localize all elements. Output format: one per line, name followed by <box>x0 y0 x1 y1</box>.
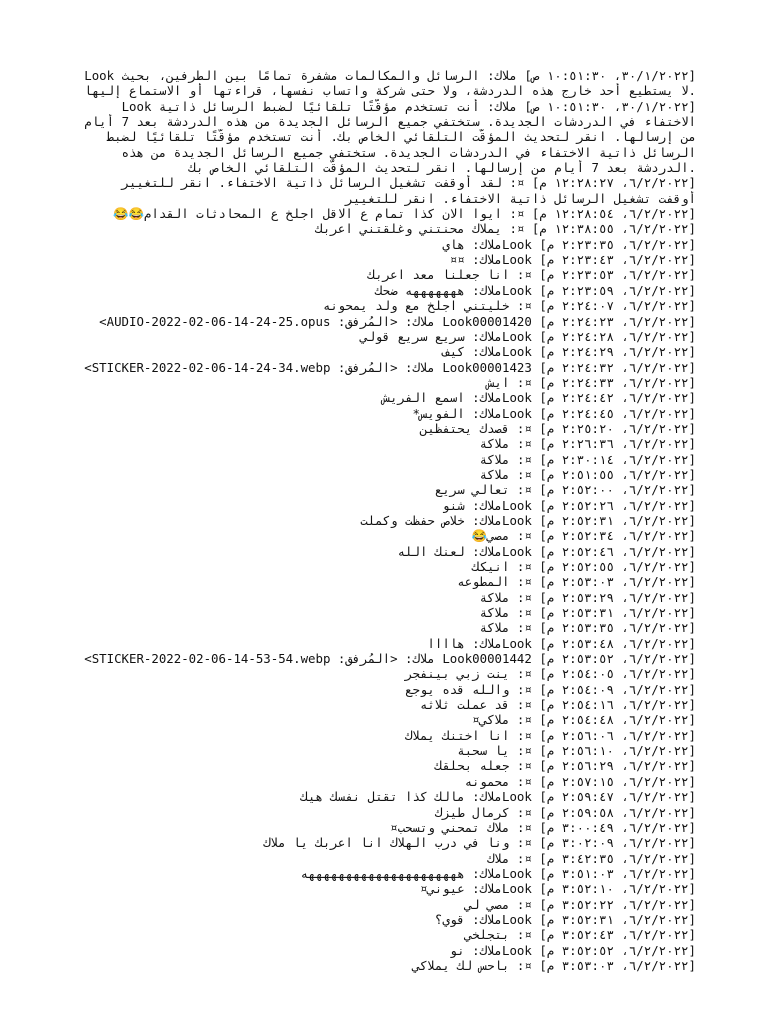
chat-line: [٦/٢/٢٠٢٢، ٢:٥٦:٠٦ م] ¤: انا اختنك يملاك <box>405 727 696 743</box>
chat-line: [٦/٢/٢٠٢٢، ٢:٢٤:٣٢ م] Look00001423 ملاك: <المُرفق: STICKER-2022-02-06-14-24-34.webp> <box>84 359 696 375</box>
chat-line: [٦/٢/٢٠٢٢، ٢:٥٤:٤٨ م] ¤: ملاكي¤ <box>472 712 696 728</box>
chat-line: [٦/٢/٢٠٢٢، ٢:٥٢:٤٦ م] Lookملاك: لعنك الله <box>397 543 696 559</box>
chat-line: [٦/٢/٢٠٢٢، ٢:٥٤:٠٥ م] ¤: ينت زبي بينفجر <box>405 666 696 682</box>
chat-line: [٦/٢/٢٠٢٢، ٣:٥٢:٤٣ م] ¤: بتجلخي <box>464 927 696 943</box>
chat-line: [٦/٢/٢٠٢٢، ٢:٣٠:١٤ م] ¤: ملاكة <box>479 451 696 467</box>
chat-line: [٦/٢/٢٠٢٢، ٢:٢٣:٣٥ م] Lookملاك: هاي <box>442 236 696 252</box>
chat-line: [٦/٢/٢٠٢٢، ٢:٥٣:٣١ م] ¤: ملاكة <box>479 605 696 621</box>
chat-line: [٦/٢/٢٠٢٢، ٢:٢٤:٤٥ م] Lookملاك: الفويس* <box>412 405 696 421</box>
chat-line: [٦/٢/٢٠٢٢، ٢:٥٢:٣١ م] Lookملاك: خلاص حفظت وكملت <box>360 512 696 528</box>
chat-line: [٦/٢/٢٠٢٢، ٢:٥٣:٠٣ م] ¤: المطوعه <box>457 574 696 590</box>
chat-line: [٦/٢/٢٠٢٢، ٢:٢٤:٢٨ م] Lookملاك: سريع سريع قولي <box>360 328 696 344</box>
chat-line: [٦/٢/٢٠٢٢، ٢:٢٣:٥٣ م] ¤: انا جعلنا معد اعربك <box>367 267 696 283</box>
chat-line: [٦/٢/٢٠٢٢، ٢:٢٥:٢٠ م] ¤: قصدك يحتفظين <box>419 420 696 436</box>
chat-line: [٦/٢/٢٠٢٢، ٢:٢٣:٥٩ م] Lookملاك: هههههههه ضحك <box>375 282 696 298</box>
chat-line: [٦/٢/٢٠٢٢، ٢:٥١:٥٥ م] ¤: ملاكة <box>479 466 696 482</box>
chat-line: [٦/٢/٢٠٢٢، ٢:٥٢:٥٥ م] ¤: انيكك <box>472 559 696 574</box>
chat-line: [٦/٢/٢٠٢٢، ٢:٥٣:٢٩ م] ¤: ملاكة <box>479 589 696 605</box>
chat-line: [٣٠/١/٢٠٢٢، ١٠:٥١:٣٠ ص] ملاك: الرسائل والمكالمات مشفرة تمامًا بين الطرفين، بحيث Look <box>84 68 696 83</box>
chat-line: [٦/٢/٢٠٢٢، ٢:٥٤:٠٩ م] ¤: والله قده يوجع <box>405 681 696 697</box>
chat-line: [٦/٢/٢٠٢٢، ٢:٢٤:٣٣ م] ¤: ايش <box>487 374 696 390</box>
chat-line: الرسائل ذاتية الاختفاء في الدردشات الجديدة. ستختفي جميع الرسائل الجديدة من هذه <box>121 144 696 160</box>
chat-line: [٦/٢/٢٠٢٢، ٣:٥١:٠٣ م] Lookملاك: هههههههههههههههههههههه <box>300 865 696 881</box>
chat-line: [٦/٢/٢٠٢٢، ٣:٥٢:٣١ م] Lookملاك: قوي؟ <box>434 911 696 927</box>
chat-line: من إرسالها. انقر لتحديث المؤقّت التلقائي الخاص بك. أنت تستخدم مؤقّتًا تلقائيًا لضبط <box>106 129 696 145</box>
chat-line: [٦/٢/٢٠٢٢، ٣:٠٢:٠٩ م] ¤: ونا في درب الهلاك انا اعربك يا ملاك <box>263 835 696 851</box>
chat-line: [٦/٢/٢٠٢٢، ٣:٥٢:٥٢ م] Lookملاك: نو <box>449 942 696 958</box>
chat-line: [٦/٢/٢٠٢٢، ٢:٥٢:٢٦ م] Lookملاك: شنو <box>442 497 696 513</box>
chat-line: [٦/٢/٢٠٢٢، ٢:٥٣:٥٢ م] Look00001442 ملاك: <المُرفق: STICKER-2022-02-06-14-53-54.webp> <box>84 651 696 667</box>
chat-line: [٦/٢/٢٠٢٢، ٢:٢٤:٤٢ م] Lookملاك: اسمع الفريش <box>382 390 696 406</box>
chat-line: [٦/٢/٢٠٢٢، ٢:٢٤:٠٧ م] ¤: خليتني اجلخ مع ولد يمحونه <box>322 298 696 314</box>
chat-line: [٦/٢/٢٠٢٢، ١٢:٢٨:٥٤ م] ¤: ايوا الان كذا تمام ع الاقل اجلخ ع المحادثات القدام😂😂 <box>113 206 696 222</box>
chat-line: [٦/٢/٢٠٢٢، ٢:٥٦:٢٩ م] ¤: جعله بحلقك <box>434 758 696 774</box>
chat-line: [٦/٢/٢٠٢٢، ٢:٢٤:٢٣ م] Look00001420 ملاك: <المُرفق: AUDIO-2022-02-06-14-24-25.opus> <box>99 313 696 329</box>
chat-line: [٦/٢/٢٠٢٢، ٢:٥٧:١٥ م] ¤: محمونه <box>464 773 696 789</box>
chat-line: [٦/٢/٢٠٢٢، ٣:٥٣:٠٣ م] ¤: باحس لك يملاكي <box>412 957 696 973</box>
chat-line: [٦/٢/٢٠٢٢، ٢:٥٣:٣٥ م] ¤: ملاكة <box>479 620 696 636</box>
chat-log <box>72 68 696 973</box>
chat-line: [٦/٢/٢٠٢٢، ٢:٥٣:٤٨ م] Lookملاك: هاااا <box>427 635 696 651</box>
chat-line: [٦/٢/٢٠٢٢، ٣:٠٠:٤٩ م] ¤: ملاك تمحني وتسحب¤ <box>390 819 696 835</box>
chat-line: [٦/٢/٢٠٢٢، ٢:٥٩:٤٧ م] Lookملاك: مالك كذا تقتل نفسك هيك <box>300 789 696 805</box>
chat-line: [٦/٢/٢٠٢٢، ٢:٢٦:٣٦ م] ¤: ملاكة <box>479 436 696 452</box>
chat-line: .لا يستطيع أحد خارج هذه الدردشة، ولا حتى شركة واتساب نفسها، قراءتها أو الاستماع إليها <box>84 83 696 99</box>
chat-line: الاختفاء في الدردشات الجديدة. ستختفي جميع الرسائل الجديدة من هذه الدردشة بعد 7 أيام <box>84 114 696 130</box>
chat-line: [٦/٢/٢٠٢٢، ٢:٥٦:١٠ م] ¤: يا سحبة <box>457 743 696 759</box>
chat-line: [٦/٢/٢٠٢٢، ٢:٢٤:٢٩ م] Lookملاك: كيف <box>442 344 696 360</box>
chat-line: [٦/٢/٢٠٢٢، ٢:٥٢:٠٠ م] ¤: تعالي سريع <box>434 482 696 498</box>
chat-line: [٦/٢/٢٠٢٢، ٢:٥٤:١٦ م] ¤: قد عملت ثلاثه <box>419 697 696 713</box>
chat-line: [٦/٢/٢٠٢٢، ٢:٥٢:٣٤ م] ¤: مصي😂 <box>471 528 696 544</box>
chat-line: [٦/٢/٢٠٢٢، ٢:٢٣:٤٣ م] Lookملاك: ¤¤ <box>449 252 696 268</box>
chat-line: [٦/٢/٢٠٢٢، ٣:٥٢:٢٢ م] ¤: مصي لي <box>464 896 696 912</box>
chat-line: [٦/٢/٢٠٢٢، ٣:٤٢:٣٥ م] ¤: ملاك <box>487 850 696 866</box>
chat-line: [٦/٢/٢٠٢٢، ٣:٥٢:١٠ م] Lookملاك: عيوني¤ <box>419 881 696 897</box>
chat-line: .الدردشة بعد 7 أيام من إرسالها. انقر لتحديث المؤقّت التلقائي الخاص بك <box>188 160 696 176</box>
chat-line: [٣٠/١/٢٠٢٢، ١٠:٥١:٣٠ ص] ملاك: أنت تستخدم مؤقّتًا تلقائيًا لضبط الرسائل ذاتية Look <box>121 98 696 114</box>
chat-line: [٦/٢/٢٠٢٢، ١٢:٣٨:٥٥ م] ¤: يملاك محنتني وغلقتني اعربك <box>315 221 696 237</box>
chat-line: أوقفت تشغيل الرسائل ذاتية الاختفاء. انقر للتغيير <box>345 190 696 206</box>
chat-line: [٦/٢/٢٠٢٢، ١٢:٢٨:٢٧ م] ¤: لقد أوقفت تشغيل الرسائل ذاتية الاختفاء. انقر للتغيير <box>121 175 696 191</box>
chat-line: [٦/٢/٢٠٢٢، ٢:٥٩:٥٨ م] ¤: كرمال طيزك <box>434 804 696 820</box>
